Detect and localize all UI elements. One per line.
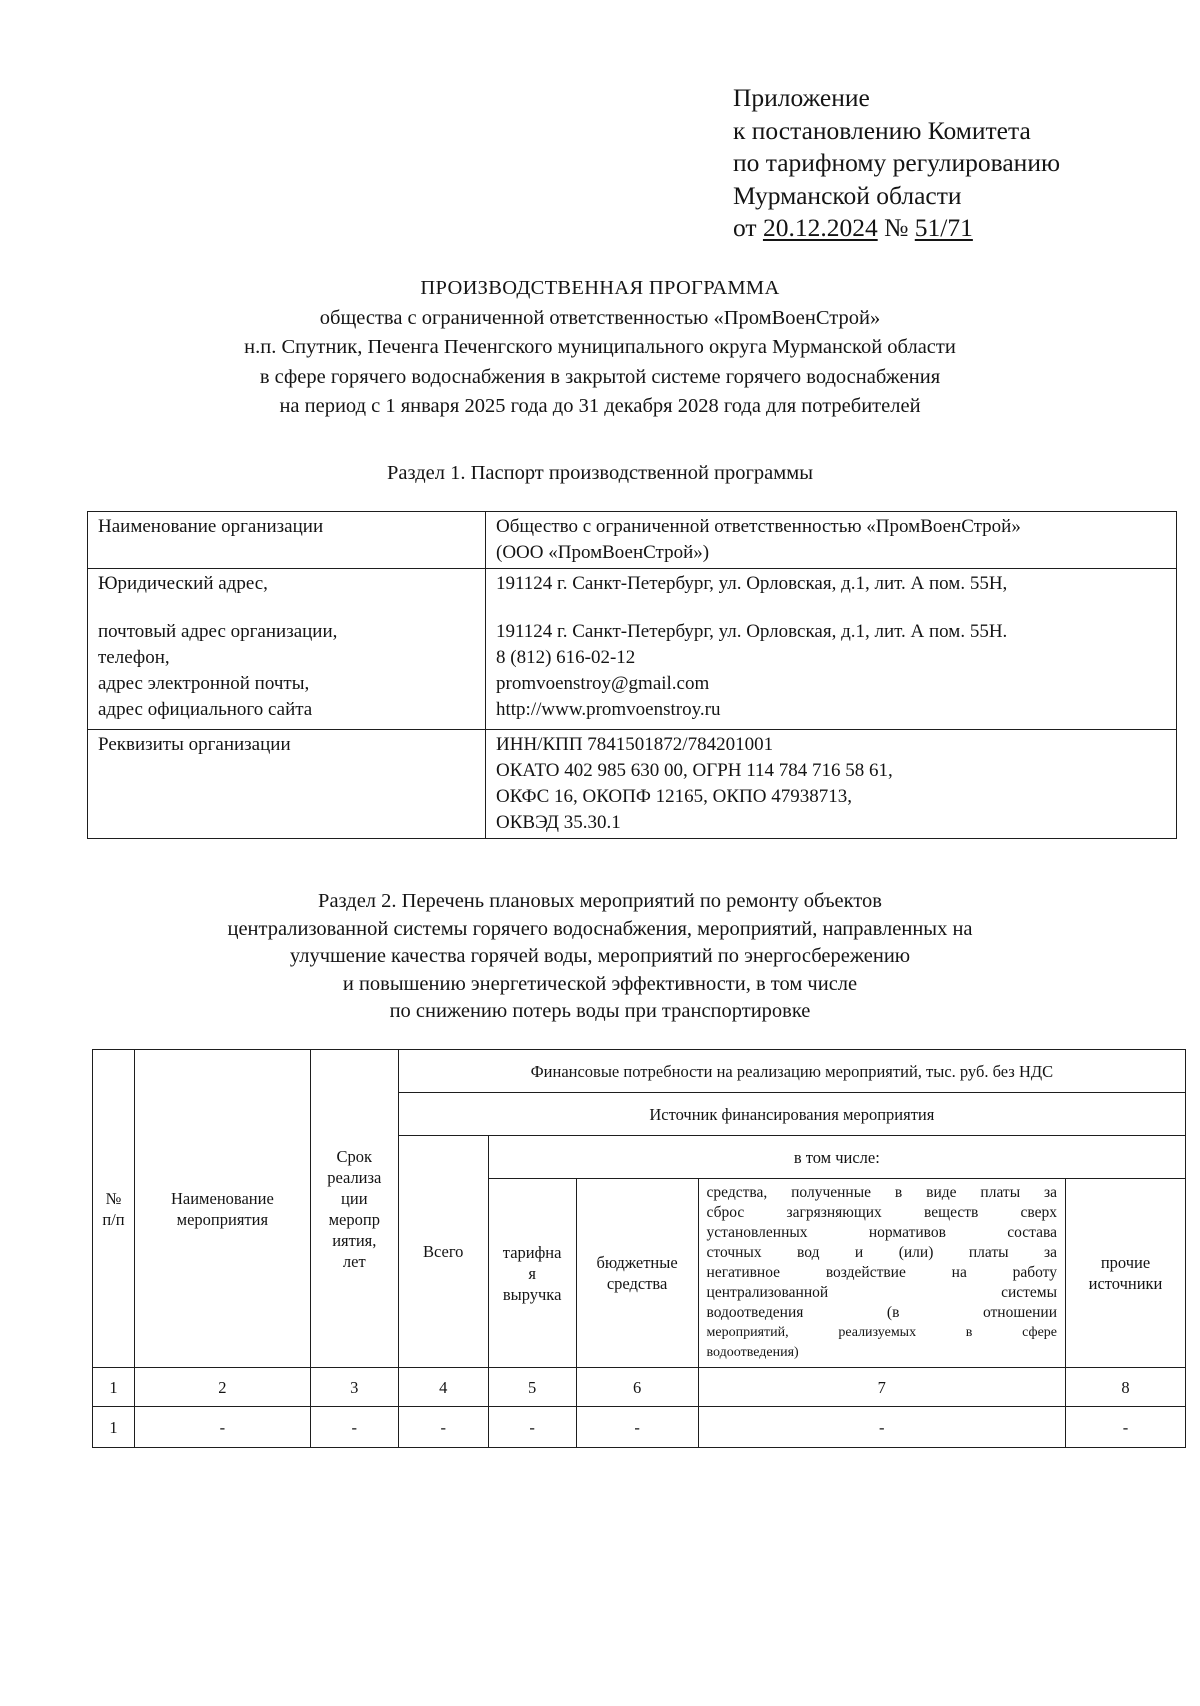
passport-table (87, 511, 1177, 839)
column-number: 2 (134, 1368, 310, 1407)
header-term: Срок реализа ции меропр иятия, лет (310, 1050, 398, 1368)
table-row (88, 569, 1177, 730)
passport-value: ИНН/КПП 7841501872/784201001 ОКАТО 402 985 630 00, ОГРН 114 784 716 58 61, ОКФС 16, ОКОПФ 12165, ОКПО 47938713, ОКВЭД 35.30.1 (486, 730, 1177, 839)
column-number: 3 (310, 1368, 398, 1407)
passport-label: Юридический адрес, почтовый адрес организации, телефон, адрес электронной почты, адрес официального сайта (88, 569, 486, 730)
table-row (93, 1407, 1186, 1448)
appendix-date-line: от 20.12.2024 № 51/71 (733, 213, 973, 242)
table-cell: - (576, 1407, 698, 1448)
appendix-line: по тарифному регулированию (733, 148, 1061, 177)
section1-title: Раздел 1. Паспорт производственной программы (386, 462, 813, 484)
header-source: Источник финансирования мероприятия (398, 1093, 1185, 1136)
header-including: в том числе: (488, 1136, 1185, 1179)
appendix-date: 20.12.2024 (762, 213, 878, 242)
table-cell: - (1066, 1407, 1186, 1448)
table-cell: - (310, 1407, 398, 1448)
program-title (0, 274, 1200, 422)
column-numbers-row (93, 1368, 1186, 1407)
column-number: 8 (1066, 1368, 1186, 1407)
section2-title: Раздел 2. Перечень плановых мероприятий по ремонту объектов централизованной системы горячего водоснабжения, мероприятий, направленных на улучшение качества горячей воды, мероприятий по энергосбережению и повышению энергетической эффективности, в том числе по снижению потерь воды при транспортировке (227, 890, 973, 1022)
header-tariff: тарифна я выручка (488, 1179, 576, 1368)
passport-label: Наименование организации (88, 512, 486, 569)
appendix-line: к постановлению Комитета (733, 115, 1031, 145)
appendix-line: Мурманской области (733, 180, 962, 210)
passport-value: 191124 г. Санкт-Петербург, ул. Орловская, д.1, лит. А пом. 55Н, 191124 г. Санкт-Петербург, ул. Орловская, д.1, лит. А пом. 55Н. 8 (812) 616-02-12 promvoenstroy@gmail.com http://www.promvoenstroy.ru (486, 569, 1177, 730)
column-number: 7 (698, 1368, 1065, 1407)
table-cell: 1 (93, 1407, 135, 1448)
table-row (88, 512, 1177, 569)
header-num: № п/п (93, 1050, 135, 1368)
header-fees: средства, полученные в виде платы за сброс загрязняющих веществ сверх установленных нормативов состава сточных вод и (или) платы за негативное воздействие на работу централизованной системы водоотведения (в отношении мероприятий, реализуемых в сфере водоотведения) (698, 1179, 1065, 1368)
appendix-line: Приложение (733, 83, 870, 112)
passport-value: Общество с ограниченной ответственностью «ПромВоенСтрой» (ООО «ПромВоенСтрой») (486, 512, 1177, 569)
header-name: Наименование мероприятия (134, 1050, 310, 1368)
table-row (88, 730, 1177, 839)
header-budget: бюджетные средства (576, 1179, 698, 1368)
column-number: 4 (398, 1368, 488, 1407)
column-number: 6 (576, 1368, 698, 1407)
column-number: 5 (488, 1368, 576, 1407)
title-line: ПРОИЗВОДСТВЕННАЯ ПРОГРАММА (420, 277, 780, 299)
title-line: общества с ограниченной ответственностью «ПромВоенСтрой» (319, 306, 881, 329)
header-finance: Финансовые потребности на реализацию мероприятий, тыс. руб. без НДС (398, 1050, 1185, 1093)
header-total: Всего (398, 1136, 488, 1368)
column-number: 1 (93, 1368, 135, 1407)
plan-table (92, 1049, 1186, 1448)
appendix-number: 51/71 (914, 213, 973, 242)
title-line: на период с 1 января 2025 года до 31 декабря 2028 года для потребителей (279, 395, 921, 417)
table-header-row (93, 1050, 1186, 1093)
table-cell: - (398, 1407, 488, 1448)
table-cell: - (488, 1407, 576, 1448)
header-other: прочие источники (1066, 1179, 1186, 1368)
appendix-block (733, 82, 1060, 245)
title-line: в сфере горячего водоснабжения в закрытой системе горячего водоснабжения (259, 365, 941, 388)
passport-label: Реквизиты организации (88, 730, 486, 839)
table-cell: - (698, 1407, 1065, 1448)
table-cell: - (134, 1407, 310, 1448)
title-line: н.п. Спутник, Печенга Печенгского муниципального округа Мурманской области (244, 336, 956, 358)
